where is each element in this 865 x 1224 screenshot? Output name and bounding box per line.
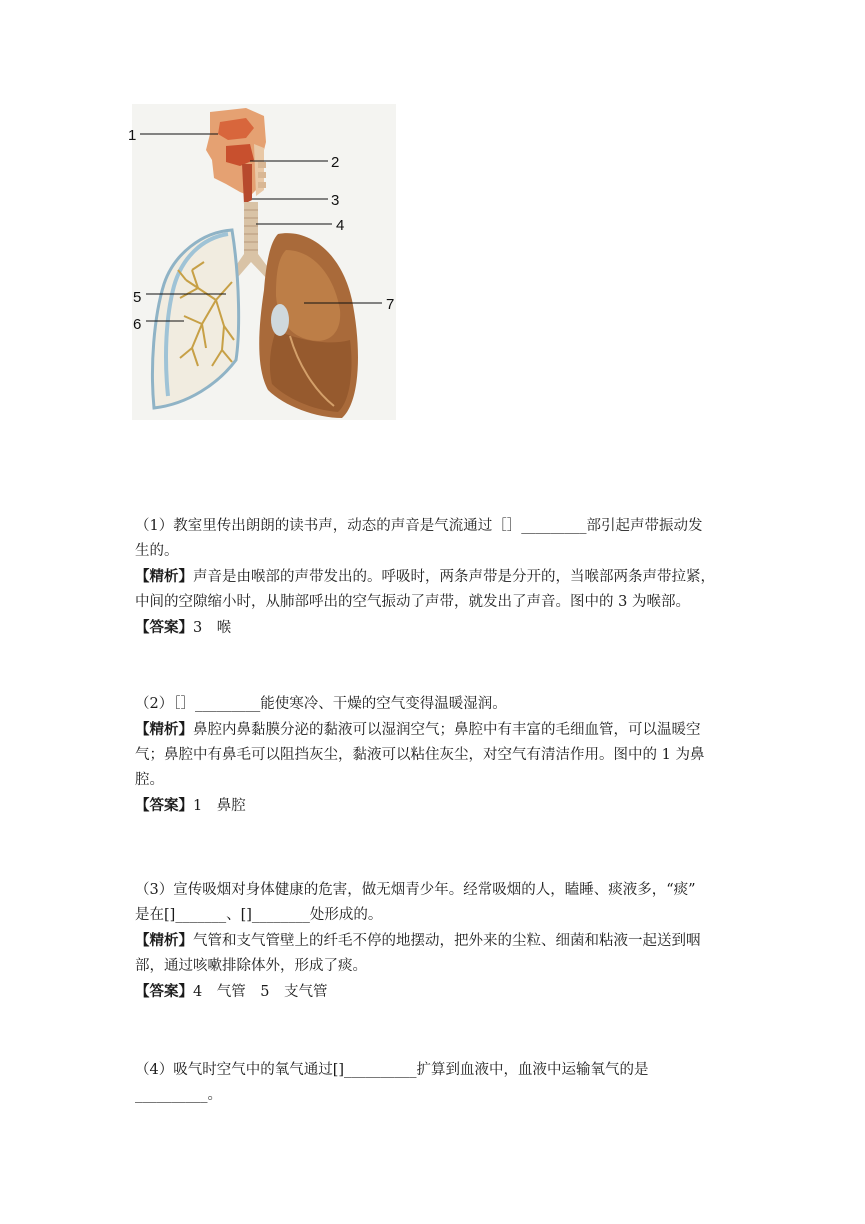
analysis-text: 腔。 <box>135 772 164 788</box>
label-6: 6 <box>133 316 142 333</box>
analysis-tag: 【精析】 <box>135 932 193 949</box>
analysis-text: 鼻腔内鼻黏膜分泌的黏液可以湿润空气；鼻腔中有丰富的毛细血管，可以温暖空 <box>193 722 701 738</box>
answer-text: 1 鼻腔 <box>193 798 246 814</box>
label-7: 7 <box>386 296 395 313</box>
analysis-line <box>135 564 735 590</box>
analysis-text: 声音是由喉部的声带发出的。呼吸时，两条声带是分开的，当喉部两条声带拉紧， <box>193 569 715 585</box>
label-2: 2 <box>331 154 340 171</box>
question-4 <box>135 1058 735 1108</box>
answer-tag: 【答案】 <box>135 797 193 814</box>
respiratory-diagram <box>128 104 400 420</box>
analysis-text: 部，通过咳嗽排除体外，形成了痰。 <box>135 958 367 974</box>
question-text-line: （2）［］_________能使寒冷、干燥的空气变得温暖湿润。 <box>135 696 507 712</box>
label-3: 3 <box>331 192 340 209</box>
question-text-line: （3）宣传吸烟对身体健康的危害，做无烟青少年。经常吸烟的人，瞌睡、痰液多，“痰” <box>135 882 696 898</box>
answer-line <box>135 793 735 819</box>
label-1: 1 <box>128 127 137 144</box>
respiratory-system-figure <box>128 104 400 420</box>
question-2 <box>135 692 735 819</box>
analysis-tag: 【精析】 <box>135 568 193 585</box>
label-5: 5 <box>133 289 142 306</box>
analysis-line <box>135 928 735 954</box>
answer-text: 4 气管 5 支气管 <box>193 984 328 1000</box>
question-text-line: （1）教室里传出朗朗的读书声，动态的声音是气流通过［］_________部引起声带振动发 <box>135 518 703 534</box>
analysis-line <box>135 717 735 743</box>
question-3 <box>135 878 735 1005</box>
answer-tag: 【答案】 <box>135 619 193 636</box>
answer-tag: 【答案】 <box>135 983 193 1000</box>
question-text-line: 是在[]_______、[]________处形成的。 <box>135 907 383 923</box>
label-4: 4 <box>336 217 345 234</box>
answer-line <box>135 615 735 641</box>
analysis-text: 中间的空隙缩小时，从肺部呼出的空气振动了声带，就发出了声音。图中的 3 为喉部。 <box>135 594 690 610</box>
question-1 <box>135 514 735 641</box>
question-text-line: __________。 <box>135 1087 222 1103</box>
analysis-tag: 【精析】 <box>135 721 193 738</box>
answer-line <box>135 979 735 1005</box>
analysis-text: 气；鼻腔中有鼻毛可以阻挡灰尘，黏液可以粘住灰尘，对空气有清洁作用。图中的 1 为鼻 <box>135 747 705 763</box>
question-text-line: 生的。 <box>135 543 179 559</box>
analysis-text: 气管和支气管壁上的纤毛不停的地摆动，把外来的尘粒、细菌和粘液一起送到咽 <box>193 933 701 949</box>
answer-text: 3 喉 <box>193 620 232 636</box>
question-text-line: （4）吸气时空气中的氧气通过[]__________扩算到血液中，血液中运输氧气的是 <box>135 1062 649 1078</box>
